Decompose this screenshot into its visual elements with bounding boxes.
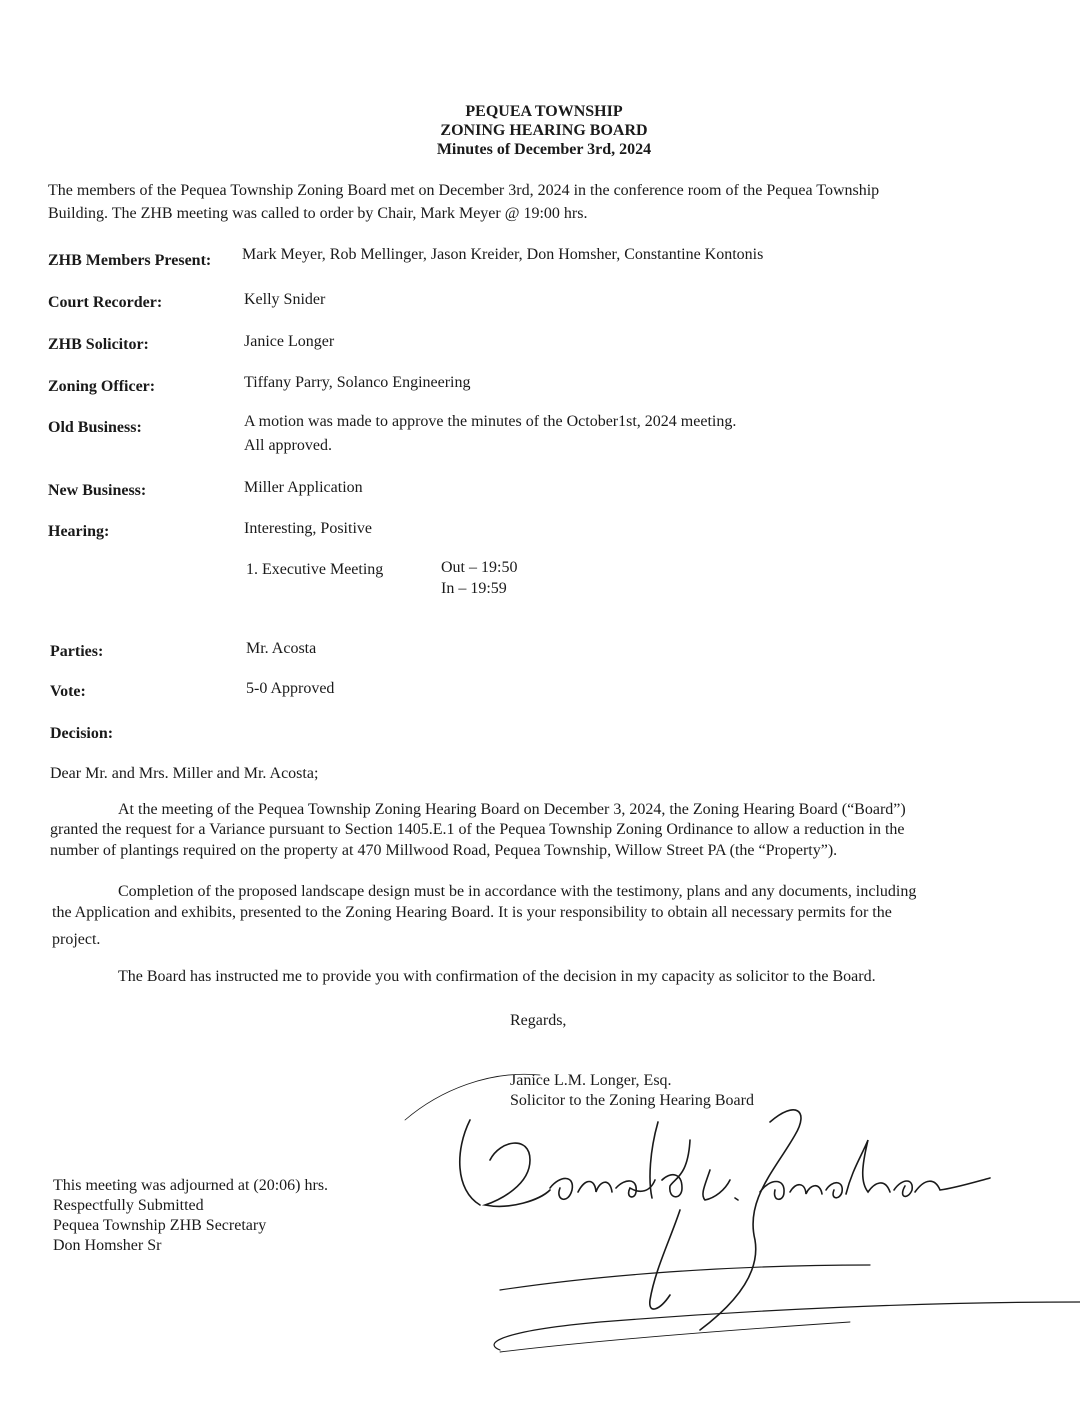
footer-adjourned: This meeting was adjourned at (20:06) hrs. [53,1177,329,1194]
header-board: ZONING HEARING BOARD [440,122,648,139]
intro-line-2: Building. The ZHB meeting was called to order by Chair, Mark Meyer @ 19:00 hrs. [48,205,588,222]
executive-in-time: In – 19:59 [441,580,507,597]
parties-label: Parties: [50,643,104,660]
hearing-label: Hearing: [48,523,110,540]
executive-meeting-item: 1. Executive Meeting [246,561,384,578]
old-business-label: Old Business: [48,419,142,436]
paragraph-3: The Board has instructed me to provide you with confirmation of the decision in my capacity as solicitor to the Board. [118,968,876,985]
vote-label: Vote: [50,683,86,700]
paragraph-2-line-3: project. [52,931,101,948]
solicitor-label: ZHB Solicitor: [48,336,149,353]
regards: Regards, [510,1012,567,1029]
new-business-label: New Business: [48,482,147,499]
paragraph-2-line-2: the Application and exhibits, presented to the Zoning Hearing Board. It is your responsibility to obtain all necessary permits for the [52,904,892,921]
recorder-label: Court Recorder: [48,294,163,311]
footer-submitted: Respectfully Submitted [53,1197,204,1214]
letter-salutation: Dear Mr. and Mrs. Miller and Mr. Acosta; [50,765,319,782]
old-business-line-1: A motion was made to approve the minutes of the October1st, 2024 meeting. [244,413,737,430]
members-value: Mark Meyer, Rob Mellinger, Jason Kreider, Don Homsher, Constantine Kontonis [242,246,764,263]
solicitor-title: Solicitor to the Zoning Hearing Board [510,1092,754,1109]
paragraph-1-line-1: At the meeting of the Pequea Township Zoning Hearing Board on December 3, 2024, the Zoning Hearing Board (“Board”) [118,801,906,818]
solicitor-name: Janice L.M. Longer, Esq. [510,1072,672,1089]
new-business-value: Miller Application [244,479,363,496]
decision-label: Decision: [50,725,114,742]
header-title: Minutes of December 3rd, 2024 [436,141,652,158]
vote-value: 5-0 Approved [246,680,335,697]
footer-secretary-title: Pequea Township ZHB Secretary [53,1217,267,1234]
footer-secretary-name: Don Homsher Sr [53,1237,162,1254]
handwritten-signature [400,1060,1080,1380]
header-township: PEQUEA TOWNSHIP [465,103,623,120]
paragraph-1-line-3: number of plantings required on the property at 470 Millwood Road, Pequea Township, Willow Street PA (the “Property”). [50,842,838,859]
paragraph-1-line-2: granted the request for a Variance pursuant to Section 1405.E.1 of the Pequea Township Zoning Ordinance to allow a reduction in the [50,821,905,838]
officer-label: Zoning Officer: [48,378,156,395]
recorder-value: Kelly Snider [244,291,326,308]
executive-out-time: Out – 19:50 [441,559,518,576]
intro-line-1: The members of the Pequea Township Zoning Board met on December 3rd, 2024 in the conference room of the Pequea Township [48,182,880,199]
members-label: ZHB Members Present: [48,252,212,269]
old-business-line-2: All approved. [244,437,332,454]
paragraph-2-line-1: Completion of the proposed landscape design must be in accordance with the testimony, plans and any documents, including [118,883,917,900]
officer-value: Tiffany Parry, Solanco Engineering [244,374,471,391]
parties-value: Mr. Acosta [246,640,317,657]
solicitor-value: Janice Longer [244,333,335,350]
hearing-value: Interesting, Positive [244,520,372,537]
